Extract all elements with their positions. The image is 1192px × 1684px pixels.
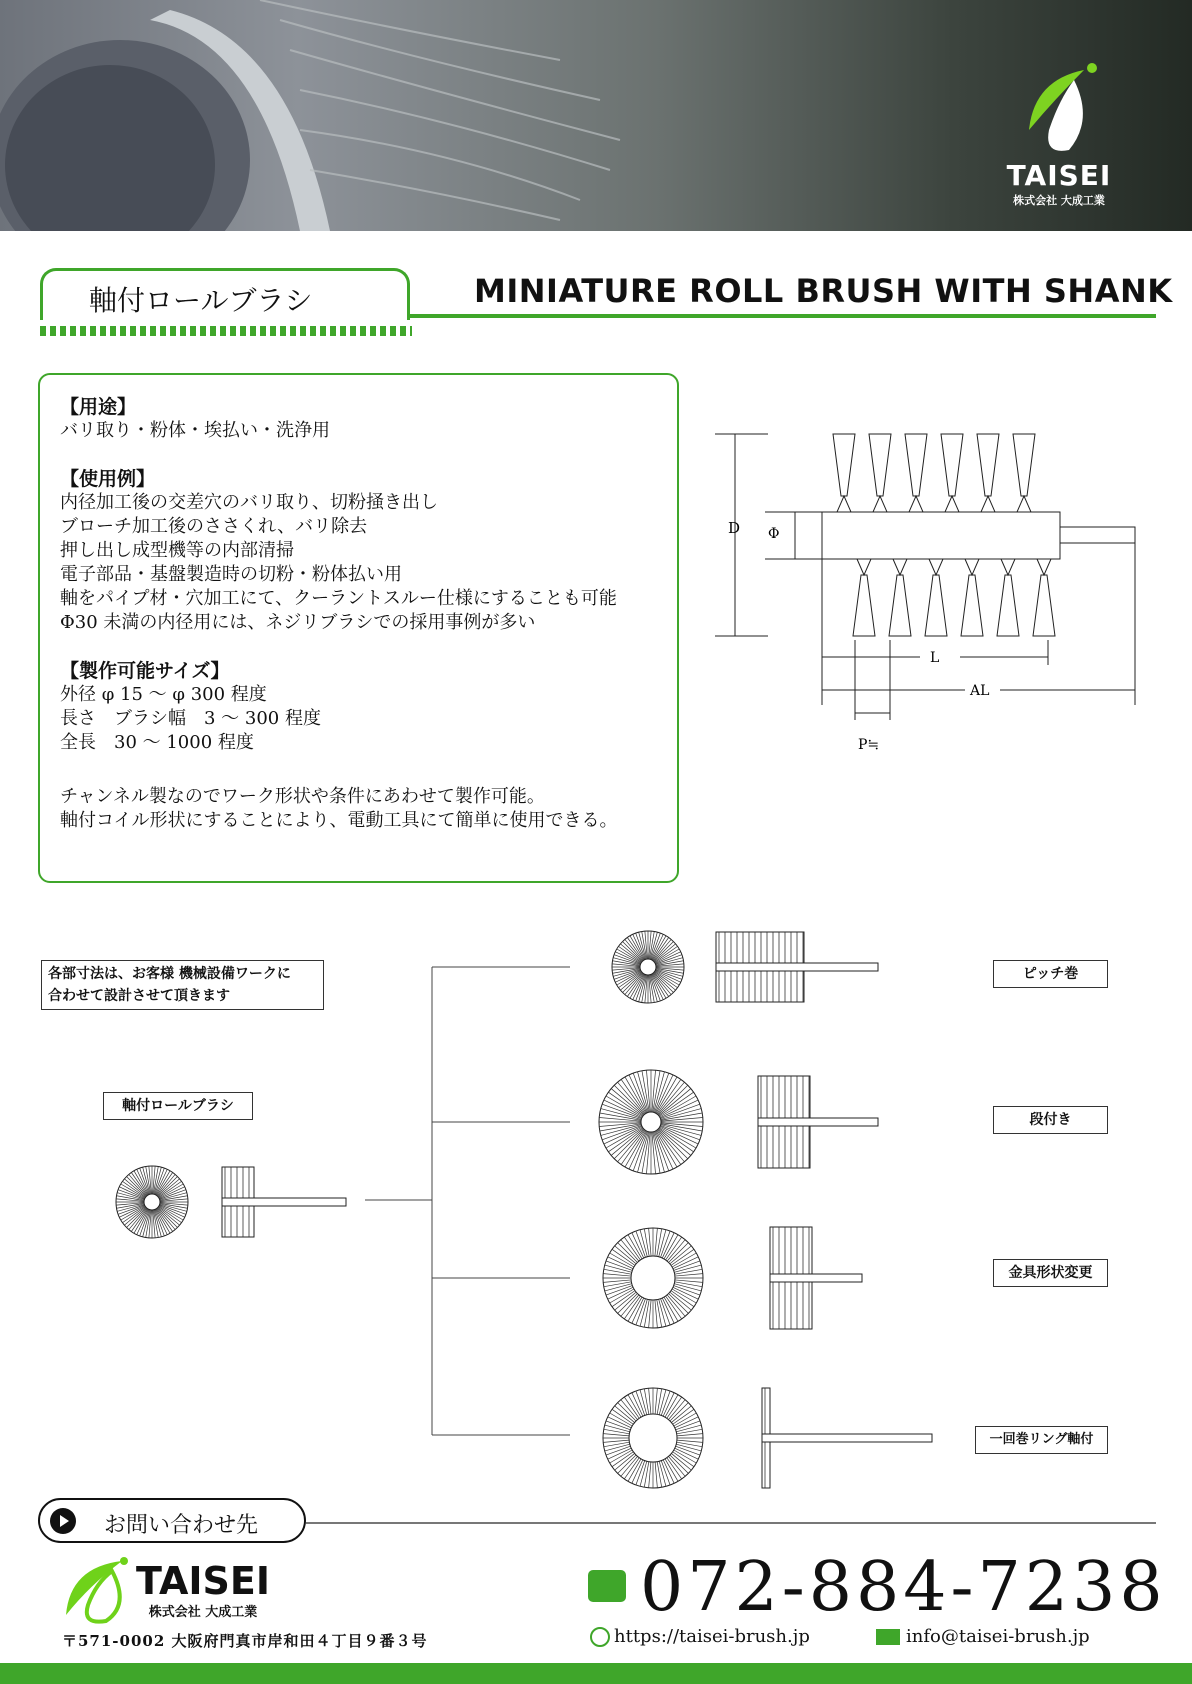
example-item: Φ30 未満の内径用には、ネジリブラシでの採用事例が多い [60, 612, 536, 633]
dim-AL: AL [970, 683, 990, 699]
dim-L: L [930, 650, 940, 666]
email-link[interactable]: info@taisei-brush.jp [876, 1626, 1090, 1647]
brush-side-view [770, 1227, 862, 1329]
taisei-logo: TAISEI 株式会社 大成工業 [984, 60, 1134, 208]
address: 〒571-0002 大阪府門真市岸和田４丁目９番３号 [62, 1632, 428, 1650]
bristle-tuft [925, 575, 947, 636]
variant-label-stepped: 段付き [993, 1106, 1108, 1134]
examples-heading: 【使用例】 [60, 468, 156, 490]
contact-divider [306, 1522, 1156, 1524]
brush-side-view [716, 932, 878, 1002]
variants-diagram [0, 900, 1192, 1500]
tuft-clip [981, 496, 995, 512]
play-icon [50, 1508, 76, 1534]
bristle-tuft [889, 575, 911, 636]
example-item: ブローチ加工後のささくれ、バリ除去 [60, 516, 368, 537]
brush-wheel [603, 1228, 703, 1328]
bristle-tuft [1013, 434, 1035, 496]
variant-label-fitting: 金具形状変更 [993, 1259, 1108, 1287]
info-box [38, 373, 679, 883]
bristle-tuft [869, 434, 891, 496]
website-link[interactable]: https://taisei-brush.jp [590, 1626, 810, 1647]
footer-bar [0, 1663, 1192, 1684]
globe-icon [590, 1627, 610, 1647]
tuft-clip [857, 559, 871, 575]
dashed-divider [40, 326, 412, 336]
phone-icon [588, 1570, 626, 1602]
title-underline [408, 314, 1156, 318]
tuft-clip [945, 496, 959, 512]
tuft-clip [873, 496, 887, 512]
logo-mark-icon [60, 1555, 130, 1625]
tuft-clip [1001, 559, 1015, 575]
bristle-tuft [1033, 575, 1055, 636]
example-item: 押し出し成型機等の内部清掃 [60, 540, 294, 561]
hero-image [0, 0, 1192, 231]
design-note: 各部寸法は、お客様 機械設備ワークに 合わせて設計させて頂きます [41, 960, 324, 1010]
tuft-clip [909, 496, 923, 512]
brush-wheel [599, 1070, 703, 1174]
brush-side-view [222, 1167, 346, 1237]
tuft-clip [1037, 559, 1051, 575]
bristle-tuft [905, 434, 927, 496]
use-heading: 【用途】 [60, 396, 137, 418]
use-text: バリ取り・粉体・埃払い・洗浄用 [60, 420, 330, 441]
bristle-tuft [833, 434, 855, 496]
sizes-heading: 【製作可能サイズ】 [60, 660, 230, 682]
phone-number[interactable]: 072-884-7238 [640, 1548, 1167, 1627]
title-jp: 軸付ロールブラシ [40, 268, 410, 320]
variant-label-pitch: ピッチ巻 [993, 960, 1108, 988]
tuft-clip [965, 559, 979, 575]
logo-mark-icon [1014, 60, 1104, 155]
footer-logo: TAISEI 株式会社 大成工業 [60, 1555, 270, 1625]
tuft-clip [929, 559, 943, 575]
base-label: 軸付ロールブラシ [103, 1092, 253, 1120]
tuft-clip [837, 496, 851, 512]
dim-phi: Φ [768, 526, 780, 542]
brush-wheel [603, 1388, 703, 1488]
contact-heading: お問い合わせ先 [38, 1498, 306, 1543]
size-item: 長さ ブラシ幅 3 〜 300 程度 [60, 708, 321, 729]
brush-wheel [116, 1166, 188, 1238]
dimension-drawing [700, 420, 1150, 760]
bristle-tuft [853, 575, 875, 636]
variant-label-ring: 一回巻リング軸付 [975, 1426, 1108, 1454]
bristle-tuft [941, 434, 963, 496]
bristle-tuft [977, 434, 999, 496]
size-item: 外径 φ 15 〜 φ 300 程度 [60, 684, 267, 705]
note-item: 軸付コイル形状にすることにより、電動工具にて簡単に使用できる。 [60, 810, 618, 831]
example-item: 軸をパイプ材・穴加工にて、クーラントスルー仕様にすることも可能 [60, 588, 617, 609]
size-item: 全長 30 〜 1000 程度 [60, 732, 254, 753]
example-item: 内径加工後の交差穴のバリ取り、切粉掻き出し [60, 492, 438, 513]
bristle-tuft [961, 575, 983, 636]
note-item: チャンネル製なのでワーク形状や条件にあわせて製作可能。 [60, 786, 545, 807]
title-en: MINIATURE ROLL BRUSH WITH SHANK [474, 272, 1173, 310]
mail-icon [876, 1629, 900, 1645]
dim-D: D [728, 519, 741, 537]
dim-pitch: P≒ [858, 737, 880, 753]
brush-wheel [612, 931, 684, 1003]
bristle-tuft [997, 575, 1019, 636]
brush-side-view [758, 1076, 878, 1168]
brush-side-view [762, 1388, 932, 1488]
tuft-clip [893, 559, 907, 575]
tuft-clip [1017, 496, 1031, 512]
example-item: 電子部品・基盤製造時の切粉・粉体払い用 [60, 564, 402, 585]
